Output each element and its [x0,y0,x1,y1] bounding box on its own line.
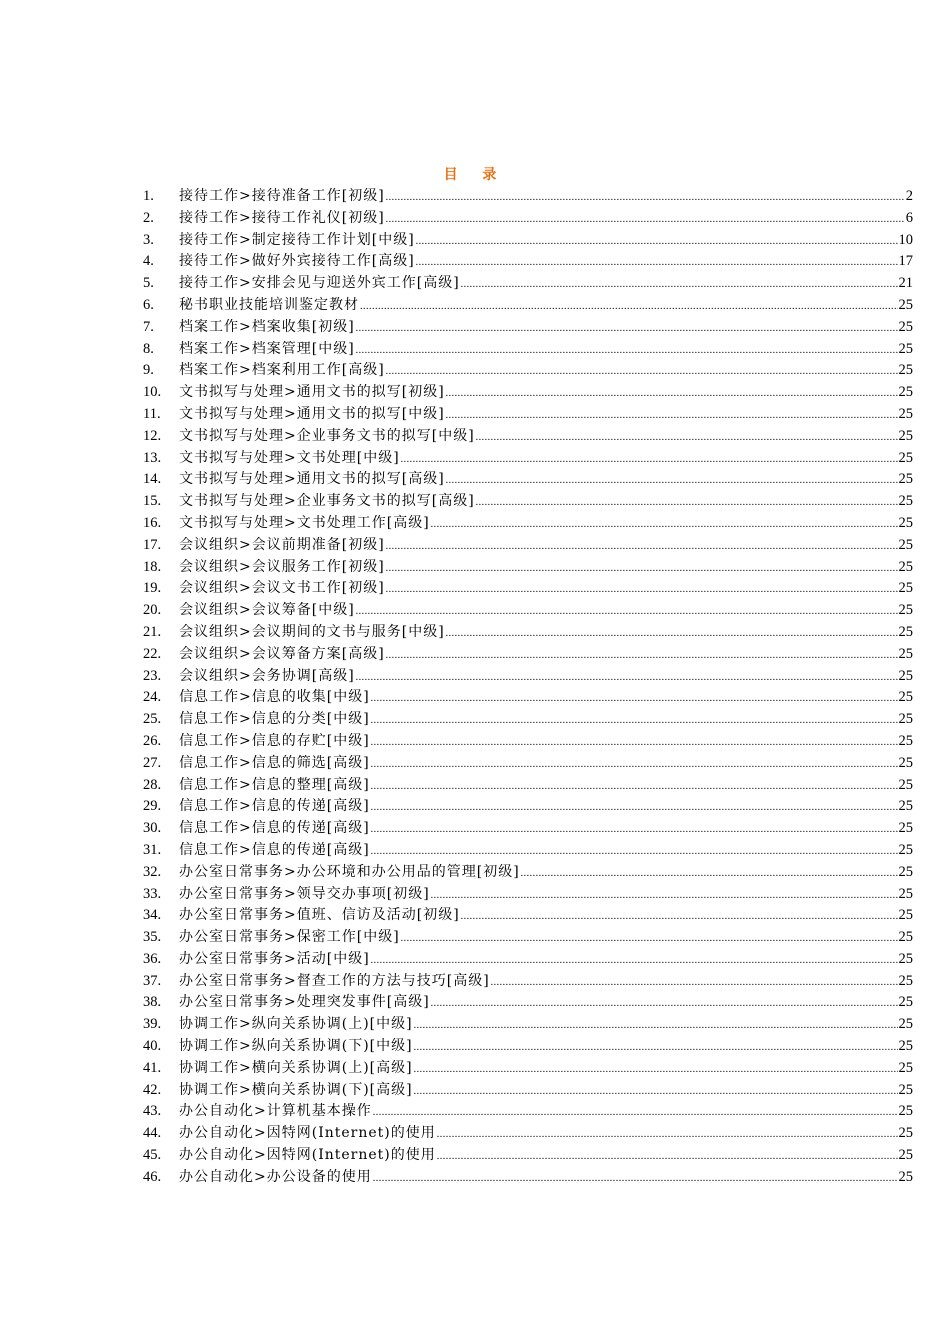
toc-entry-number: 36. [143,950,162,967]
toc-entry-title: 接待工作>制定接待工作计划[中级] [179,231,415,248]
toc-dot-leader [414,1015,898,1037]
toc-dot-leader [371,950,898,972]
toc-entry-number: 35. [143,929,162,946]
toc-entry-number: 24. [143,689,162,706]
toc-entry-number: 45. [143,1147,162,1164]
toc-entry[interactable] [143,448,913,470]
toc-dot-leader [521,863,898,885]
toc-entry-page: 25 [898,994,913,1011]
toc-entry[interactable] [143,709,913,731]
toc-entry[interactable] [143,600,913,622]
toc-entry-page: 25 [898,907,913,924]
toc-entry-title: 档案工作>档案利用工作[高级] [179,362,385,379]
toc-entry-number: 28. [143,776,162,793]
toc-entry[interactable] [143,295,913,317]
toc-entry-page: 25 [898,384,913,401]
toc-entry-title: 接待工作>安排会见与迎送外宾工作[高级] [179,275,460,292]
toc-entry-number: 23. [143,667,162,684]
toc-dot-leader [446,383,898,405]
toc-dot-leader [356,318,898,340]
toc-entry-title: 信息工作>信息的传递[高级] [179,820,370,837]
toc-entry-number: 17. [143,536,162,553]
toc-entry-page: 25 [898,602,913,619]
toc-entry[interactable] [143,905,913,927]
toc-entry-title: 文书拟写与处理>通用文书的拟写[中级] [179,405,445,422]
toc-entry[interactable] [143,360,913,382]
toc-entry[interactable] [143,992,913,1014]
toc-entry-page: 25 [898,558,913,575]
toc-entry-title: 会议组织>会议期间的文书与服务[中级] [179,623,445,640]
toc-entry-number: 9. [143,362,154,379]
toc-entry[interactable] [143,469,913,491]
toc-entry-page: 25 [898,711,913,728]
toc-dot-leader [371,688,898,710]
toc-dot-leader [476,427,898,449]
toc-entry-title: 办公自动化>计算机基本操作 [179,1103,372,1120]
toc-entry-number: 25. [143,711,162,728]
toc-entry-title: 信息工作>信息的传递[高级] [179,798,370,815]
toc-entry-number: 34. [143,907,162,924]
toc-entry-title: 会议组织>会议筹备[中级] [179,602,355,619]
toc-entry-page: 25 [898,427,913,444]
toc-entry[interactable] [143,796,913,818]
toc-entry-title: 文书拟写与处理>文书处理工作[高级] [179,514,430,531]
toc-dot-leader [446,470,898,492]
toc-entry-title: 协调工作>纵向关系协调(上)[中级] [179,1016,413,1033]
toc-entry-number: 4. [143,253,154,270]
toc-entry-number: 44. [143,1125,162,1142]
toc-entry-number: 30. [143,820,162,837]
toc-entry-title: 档案工作>档案管理[中级] [179,340,355,357]
toc-entry[interactable] [143,687,913,709]
toc-entry-number: 5. [143,275,154,292]
toc-entry-page: 25 [898,776,913,793]
toc-entry[interactable] [143,404,913,426]
toc-dot-leader [431,885,898,907]
toc-entry-number: 14. [143,471,162,488]
toc-entry[interactable] [143,775,913,797]
toc-entry-title: 信息工作>信息的传递[高级] [179,841,370,858]
toc-entry-page: 25 [898,514,913,531]
toc-entry[interactable] [143,578,913,600]
toc-entry-title: 文书拟写与处理>企业事务文书的拟写[高级] [179,493,475,510]
toc-dot-leader [371,710,898,732]
toc-entry[interactable] [143,753,913,775]
toc-entry-title: 会议组织>会议筹备方案[高级] [179,645,385,662]
toc-entry-page: 25 [898,580,913,597]
toc-entry-number: 31. [143,841,162,858]
toc-dot-leader [461,906,898,928]
toc-entry-page: 10 [898,231,913,248]
toc-entry[interactable] [143,1080,913,1102]
toc-entry-title: 协调工作>纵向关系协调(下)[中级] [179,1038,413,1055]
toc-entry-page: 25 [898,929,913,946]
toc-entry[interactable] [143,1101,913,1123]
toc-entry[interactable] [143,840,913,862]
toc-dot-leader [446,623,898,645]
toc-entry-page: 25 [898,471,913,488]
toc-entry-page: 25 [898,623,913,640]
toc-entry-title: 协调工作>横向关系协调(上)[高级] [179,1059,413,1076]
toc-entry-number: 15. [143,493,162,510]
toc-entry-page: 25 [898,950,913,967]
toc-entry-number: 33. [143,885,162,902]
toc-entry[interactable] [143,186,913,208]
toc-entry[interactable] [143,731,913,753]
toc-entry[interactable] [143,644,913,666]
toc-entry-page: 25 [898,1103,913,1120]
toc-entry[interactable] [143,884,913,906]
toc-entry-page: 25 [898,1168,913,1185]
toc-entry-number: 10. [143,384,162,401]
toc-entry-title: 文书拟写与处理>通用文书的拟写[高级] [179,471,445,488]
toc-entry-title: 档案工作>档案收集[初级] [179,318,355,335]
toc-dot-leader [431,993,898,1015]
toc-entry-number: 1. [143,188,154,204]
toc-entry[interactable] [143,273,913,295]
toc-entry-title: 秘书职业技能培训鉴定教材 [179,296,359,313]
toc-dot-leader [386,187,905,209]
toc-entry-number: 12. [143,427,162,444]
toc-entry-number: 29. [143,798,162,815]
toc-dot-leader [371,754,898,776]
toc-dot-leader [414,1037,898,1059]
toc-entry[interactable] [143,1145,913,1167]
toc-entry-page: 25 [898,536,913,553]
toc-entry[interactable] [143,949,913,971]
toc-entry-number: 26. [143,732,162,749]
toc-entry-number: 37. [143,972,162,989]
toc-entry-page: 25 [898,972,913,989]
toc-entry[interactable] [143,382,913,404]
toc-entry-title: 信息工作>信息的收集[中级] [179,689,370,706]
toc-entry-page: 25 [898,754,913,771]
toc-dot-leader [371,819,898,841]
toc-entry-number: 20. [143,602,162,619]
toc-entry-page: 25 [898,1125,913,1142]
toc-entry-page: 25 [898,841,913,858]
toc-entry-number: 11. [143,405,161,422]
toc-entry-number: 8. [143,340,154,357]
toc-entry-page: 21 [898,275,913,292]
toc-dot-leader [416,252,898,274]
toc-entry-title: 接待工作>接待准备工作[初级] [179,188,385,204]
toc-entry-number: 22. [143,645,162,662]
toc-dot-leader [371,732,898,754]
toc-dot-leader [386,209,905,231]
toc-dot-leader [356,340,898,362]
toc-dot-leader [414,1059,898,1081]
toc-entry-title: 办公自动化>因特网(Internet)的使用 [179,1147,436,1164]
toc-dot-leader [386,361,898,383]
toc-entry-number: 27. [143,754,162,771]
toc-entry-page: 6 [905,209,913,226]
toc-entry-title: 会议组织>会务协调[高级] [179,667,355,684]
toc-entry-title: 办公自动化>因特网(Internet)的使用 [179,1125,436,1142]
toc-dot-leader [360,296,898,318]
toc-entry-title: 文书拟写与处理>文书处理[中级] [179,449,400,466]
toc-entry-page: 25 [898,318,913,335]
toc-entry-number: 19. [143,580,162,597]
toc-entry-page: 25 [898,645,913,662]
toc-entry-number: 43. [143,1103,162,1120]
toc-entry[interactable] [143,862,913,884]
toc-entry-title: 文书拟写与处理>企业事务文书的拟写[中级] [179,427,475,444]
toc-entry-number: 16. [143,514,162,531]
toc-entry[interactable] [143,251,913,273]
toc-entry[interactable] [143,535,913,557]
toc-entry-number: 42. [143,1081,162,1098]
toc-entry-page: 25 [898,405,913,422]
toc-entry-page: 25 [898,296,913,313]
toc-entry-page: 25 [898,1081,913,1098]
toc-entry-page: 25 [898,362,913,379]
toc-dot-leader [371,841,898,863]
toc-entry-number: 13. [143,449,162,466]
toc-entry-title: 信息工作>信息的分类[中级] [179,711,370,728]
toc-entry-page: 25 [898,667,913,684]
toc-entry-number: 18. [143,558,162,575]
toc-entry-number: 3. [143,231,154,248]
toc-entry[interactable] [143,491,913,513]
toc-entry[interactable] [143,339,913,361]
toc-entry[interactable] [143,208,913,230]
toc-entry-page: 25 [898,1038,913,1055]
toc-entry-title: 办公室日常事务>值班、信访及活动[初级] [179,907,460,924]
toc-dot-leader [446,405,898,427]
toc-entry-number: 2. [143,209,154,226]
toc-dot-leader [414,1081,898,1103]
toc-entry[interactable] [143,1167,913,1189]
toc-entry-title: 会议组织>会议服务工作[初级] [179,558,385,575]
toc-dot-leader [437,1124,898,1146]
toc-dot-leader [461,274,898,296]
toc-entry-page: 25 [898,863,913,880]
toc-entry[interactable] [143,818,913,840]
toc-entry[interactable] [143,1036,913,1058]
toc-title: 目 录 [443,167,507,183]
toc-entry-title: 办公室日常事务>保密工作[中级] [179,929,400,946]
toc-entry-title: 会议组织>会议文书工作[初级] [179,580,385,597]
toc-entry[interactable] [143,557,913,579]
toc-dot-leader [373,1168,898,1190]
toc-entry-number: 32. [143,863,162,880]
toc-entry-number: 39. [143,1016,162,1033]
toc-list [143,186,913,1189]
toc-dot-leader [386,645,898,667]
toc-entry[interactable] [143,230,913,252]
toc-entry[interactable] [143,426,913,448]
toc-dot-leader [401,928,898,950]
toc-entry-title: 文书拟写与处理>通用文书的拟写[初级] [179,384,445,401]
toc-dot-leader [401,449,898,471]
toc-entry[interactable] [143,1014,913,1036]
toc-entry[interactable] [143,971,913,993]
toc-entry-title: 办公自动化>办公设备的使用 [179,1168,372,1185]
toc-dot-leader [476,492,898,514]
toc-entry-title: 办公室日常事务>活动[中级] [179,950,370,967]
toc-entry-page: 25 [898,885,913,902]
toc-dot-leader [416,231,898,253]
toc-entry-page: 25 [898,340,913,357]
toc-entry-page: 25 [898,1016,913,1033]
toc-dot-leader [386,536,898,558]
toc-entry[interactable] [143,1058,913,1080]
toc-entry-number: 7. [143,318,154,335]
toc-entry-number: 40. [143,1038,162,1055]
toc-dot-leader [386,579,898,601]
toc-dot-leader [371,776,898,798]
toc-dot-leader [386,558,898,580]
toc-entry[interactable] [143,1123,913,1145]
toc-dot-leader [356,601,898,623]
toc-dot-leader [431,514,898,536]
toc-dot-leader [437,1146,898,1168]
toc-dot-leader [491,972,898,994]
toc-entry-page: 25 [898,798,913,815]
toc-dot-leader [356,667,898,689]
toc-entry-title: 协调工作>横向关系协调(下)[高级] [179,1081,413,1098]
toc-entry[interactable] [143,622,913,644]
toc-entry-title: 会议组织>会议前期准备[初级] [179,536,385,553]
toc-entry-page: 25 [898,1147,913,1164]
toc-dot-leader [373,1102,898,1124]
toc-entry-title: 接待工作>做好外宾接待工作[高级] [179,253,415,270]
toc-entry-title: 信息工作>信息的筛选[高级] [179,754,370,771]
toc-entry-page: 25 [898,732,913,749]
toc-entry-number: 38. [143,994,162,1011]
toc-entry-number: 21. [143,623,162,640]
toc-entry-title: 信息工作>信息的存贮[中级] [179,732,370,749]
toc-entry-title: 接待工作>接待工作礼仪[初级] [179,209,385,226]
toc-entry[interactable] [143,513,913,535]
toc-entry[interactable] [143,317,913,339]
toc-entry[interactable] [143,927,913,949]
toc-entry-title: 办公室日常事务>办公环境和办公用品的管理[初级] [179,863,520,880]
toc-entry-title: 办公室日常事务>领导交办事项[初级] [179,885,430,902]
toc-entry-page: 25 [898,493,913,510]
toc-entry-page: 17 [898,253,913,270]
toc-entry-number: 41. [143,1059,162,1076]
toc-entry-page: 25 [898,820,913,837]
toc-entry-title: 信息工作>信息的整理[高级] [179,776,370,793]
toc-entry-page: 25 [898,449,913,466]
toc-dot-leader [371,797,898,819]
toc-entry-page: 25 [898,689,913,706]
toc-entry-page: 25 [898,1059,913,1076]
toc-entry-title: 办公室日常事务>处理突发事件[高级] [179,994,430,1011]
toc-entry-number: 6. [143,296,154,313]
toc-entry[interactable] [143,666,913,688]
toc-entry-title: 办公室日常事务>督查工作的方法与技巧[高级] [179,972,490,989]
toc-entry-page: 2 [905,188,913,204]
toc-entry-number: 46. [143,1168,162,1185]
